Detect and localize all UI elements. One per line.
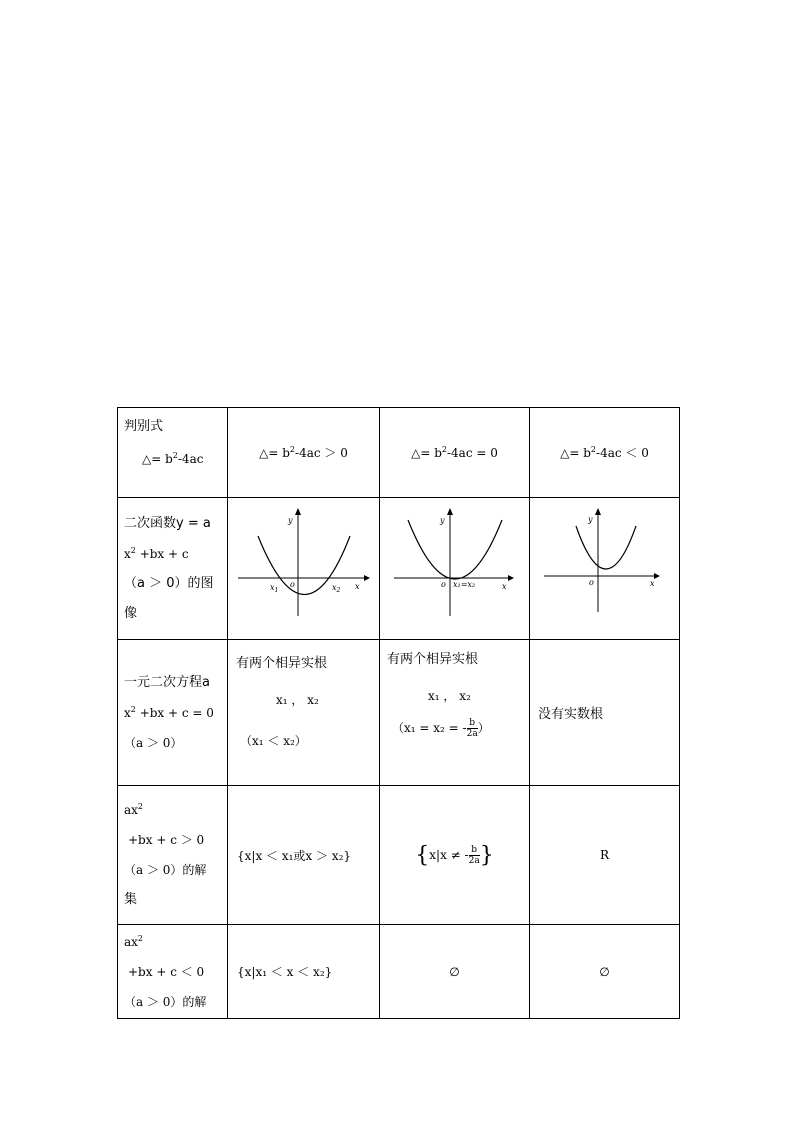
parabola-curve (408, 520, 502, 579)
parabola-no-root-graph (530, 498, 679, 636)
lt-double-root-cell (380, 925, 530, 1019)
origin-label: o (441, 580, 446, 589)
origin-label: o (290, 580, 295, 589)
x-axis-label: x (650, 579, 655, 588)
root1-label: $x_1$ (270, 583, 279, 594)
graph-two-roots-cell (228, 498, 380, 640)
equation-label-line: $x^2 +bx + c = 0$ (124, 704, 214, 720)
discriminant-heading: 判别式 (124, 419, 164, 434)
lt-two-roots-cell (228, 925, 380, 1019)
x-axis-label: x (355, 582, 360, 591)
equation-double-root-cell (380, 640, 530, 786)
y-axis-arrow (447, 508, 453, 515)
gt-label-line: （a ＞ 0）的解 (124, 863, 207, 877)
table-row (118, 786, 680, 925)
x-axis-arrow (654, 573, 660, 579)
gt-solution-set: {x|x ＜ x₁或x ＞ x₂} (237, 848, 352, 863)
gt-label-line: 集 (124, 892, 138, 907)
x-axis-label: x (502, 582, 507, 591)
case-positive-header: △= $b^2-4ac > 0$ (228, 408, 380, 498)
graph-label-line: 二次函数y = a (124, 515, 211, 531)
equation-two-roots-cell (228, 640, 380, 786)
lt-no-root-cell (530, 925, 680, 1019)
parabola-curve (576, 526, 636, 569)
discriminant-label-cell (118, 408, 228, 498)
table-row (118, 925, 680, 1019)
x-axis-arrow (364, 575, 370, 581)
graph-label-cell (118, 498, 228, 640)
lt-solution-set: {x|x₁ ＜ x ＜ x₂} (237, 965, 333, 979)
empty-set-symbol: ∅ (599, 964, 610, 979)
graph-no-root-cell (530, 498, 680, 640)
x-axis-arrow (508, 575, 514, 581)
empty-set-symbol: ∅ (449, 964, 460, 979)
gt-label-line: $ax^2$ (124, 802, 144, 817)
inequality-lt-label-cell (118, 925, 228, 1019)
double-root-values: x₁ ， x₂ (428, 689, 471, 703)
inequality-gt-label-cell (118, 786, 228, 925)
graph-double-root-cell (380, 498, 530, 640)
double-root-condition: （x₁ = x₂ = - $\frac{b}{2a}$ ） (392, 718, 490, 739)
gt-no-root-cell (530, 786, 680, 925)
origin-label: o (589, 578, 594, 587)
gt-double-root-cell (380, 786, 530, 925)
gt-no-root-set: R (599, 848, 610, 862)
equation-label-cell (118, 640, 228, 786)
y-axis-label: y (588, 515, 593, 524)
equation-label-line: 一元二次方程a (124, 674, 210, 690)
gt-label-line: +bx + c ＞ 0 (128, 833, 205, 847)
gt-double-root-set: {x|x ≠ - $\frac{b}{2a}$ } (415, 842, 494, 868)
gt-two-roots-cell (228, 786, 380, 925)
graph-label-line: $x^2 +bx + c$ (124, 545, 189, 561)
two-roots-values: x₁ ， x₂ (276, 693, 319, 707)
double-root-title: 有两个相异实根 (387, 652, 479, 667)
case-zero-header: △= $b^2-4ac = 0$ (380, 408, 530, 498)
root2-label: $x_2$ (332, 583, 341, 594)
y-axis-arrow (295, 508, 301, 515)
no-real-root-text: 没有实数根 (538, 707, 604, 722)
quadratic-summary-table (117, 407, 680, 1019)
parabola-two-roots-graph (228, 498, 379, 636)
double-root-label: x₁=x₂ (453, 580, 476, 589)
two-roots-title: 有两个相异实根 (236, 656, 328, 671)
equation-label-line: （a ＞ 0） (124, 735, 183, 750)
lt-label-line: （a ＞ 0）的解 (124, 994, 207, 1009)
case-negative-header: △= $b^2-4ac < 0$ (530, 408, 680, 498)
left-brace: { (415, 842, 430, 868)
lt-label-line: +bx + c ＜ 0 (128, 964, 205, 979)
graph-label-line: （a ＞ 0）的图 (124, 575, 214, 591)
right-brace: } (479, 842, 494, 868)
parabola-double-root-graph (380, 498, 529, 636)
table-row (118, 498, 680, 640)
y-axis-arrow (595, 508, 601, 515)
table-row (118, 408, 680, 498)
y-axis-label: y (288, 516, 293, 525)
y-axis-label: y (440, 516, 445, 525)
graph-label-line: 像 (124, 605, 138, 621)
lt-label-line: $ax^2$ (124, 933, 144, 949)
table-row (118, 640, 680, 786)
two-roots-condition: （x₁ ＜ x₂） (240, 734, 307, 748)
discriminant-formula: △= $b^2-4ac$ (142, 451, 204, 466)
equation-no-root-cell (530, 640, 680, 786)
